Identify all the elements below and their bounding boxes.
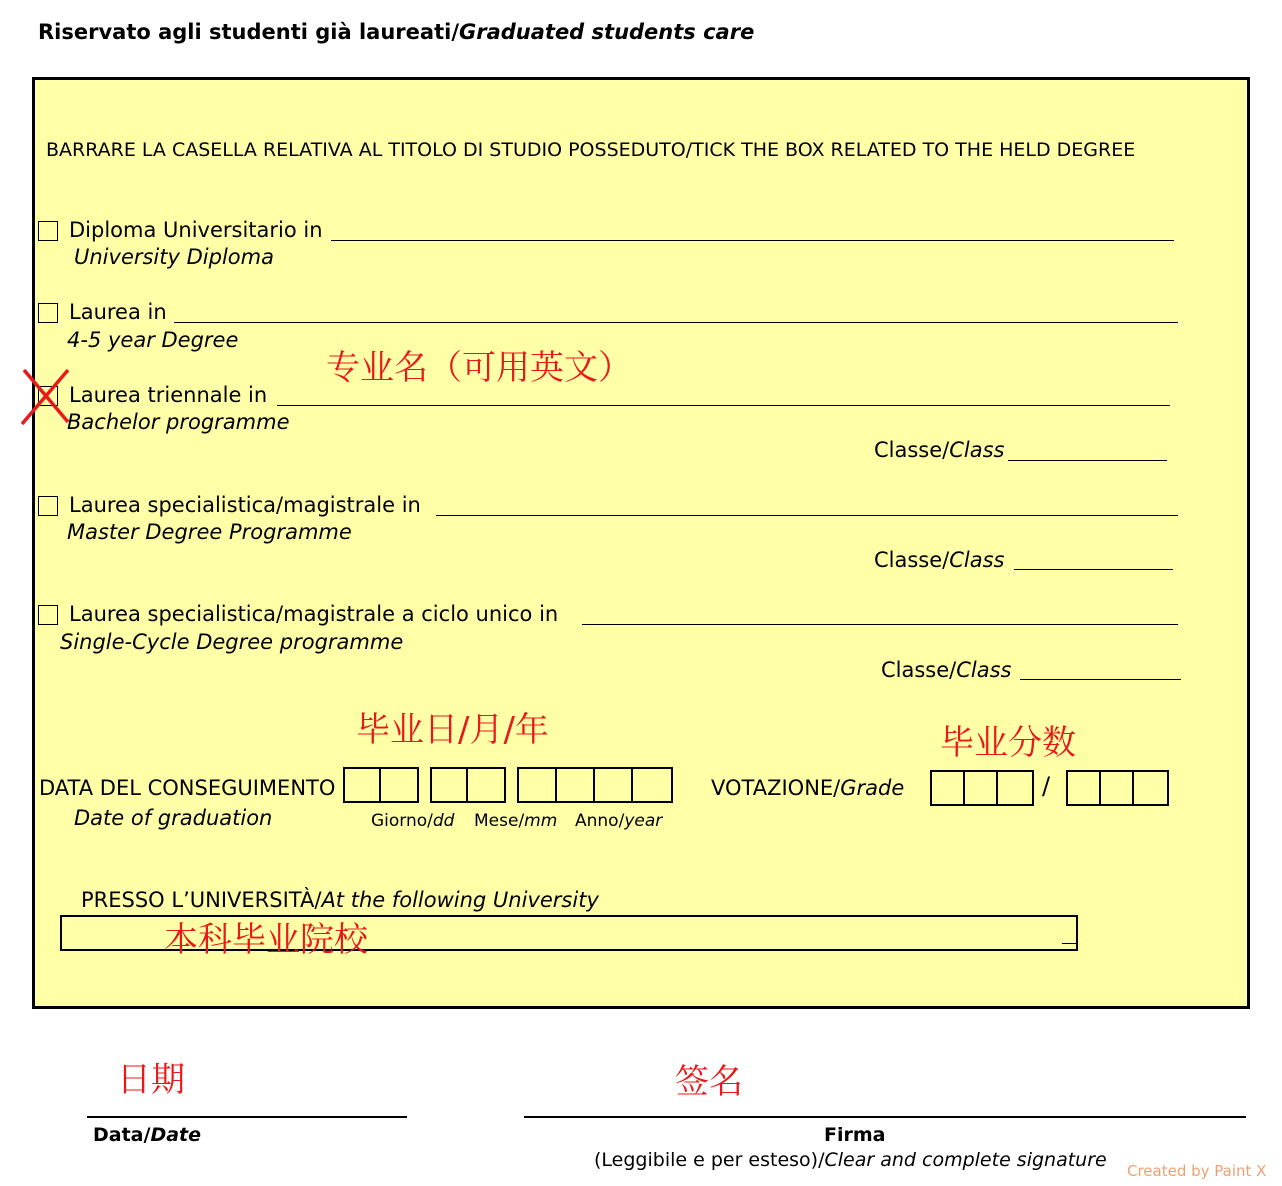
- date-label: Data/Date: [93, 1124, 201, 1146]
- checkbox-laurea-magistrale[interactable]: [38, 496, 58, 516]
- laurea-field[interactable]: [174, 322, 1178, 323]
- class-field-3[interactable]: [1020, 679, 1181, 680]
- instruction-text: BARRARE LA CASELLA RELATIVA AL TITOLO DI STUDIO POSSEDUTO/TICK THE BOX RELATED TO THE HELD DEGREE: [46, 139, 1136, 161]
- check-mark-x-icon: [18, 366, 74, 428]
- checkbox-diploma[interactable]: [38, 221, 58, 241]
- signature-line[interactable]: [524, 1116, 1246, 1118]
- date-signature-line[interactable]: [87, 1116, 407, 1118]
- annotation-grad-date: 毕业日/月/年: [356, 710, 549, 750]
- grad-date-label: DATA DEL CONSEGUIMENTO: [39, 776, 336, 800]
- grade-max-input[interactable]: [1066, 770, 1169, 806]
- class-label-text: Classe/: [874, 438, 950, 462]
- annotation-date: 日期: [117, 1060, 185, 1100]
- day-input[interactable]: [343, 767, 419, 803]
- class-label-italic: Class: [949, 548, 1005, 572]
- ciclo-unico-field[interactable]: [582, 624, 1178, 625]
- title-italic: Graduated students care: [458, 20, 755, 44]
- month-caption: Mese/mm: [474, 811, 558, 831]
- triennale-field[interactable]: [277, 405, 1170, 406]
- grade-input[interactable]: [930, 770, 1034, 806]
- class-field-2[interactable]: [1014, 569, 1173, 570]
- title-regular: Riservato agli studenti già laureati/: [38, 20, 459, 44]
- grade-label: VOTAZIONE/Grade: [711, 776, 905, 800]
- class-field-1[interactable]: [1008, 460, 1167, 461]
- option-triennale-sub: Bachelor programme: [67, 410, 290, 434]
- option-diploma-sub: University Diploma: [74, 245, 274, 269]
- option-triennale-label: Laurea triennale in: [69, 383, 268, 407]
- annotation-grade: 毕业分数: [940, 723, 1076, 763]
- option-laurea-sub: 4-5 year Degree: [67, 328, 239, 352]
- day-caption: Giorno/dd: [371, 811, 455, 831]
- university-field-cursor: [1062, 943, 1076, 944]
- checkbox-ciclo-unico[interactable]: [38, 605, 58, 625]
- university-label: PRESSO L’UNIVERSITÀ/At the following University: [81, 888, 599, 912]
- option-laurea-label: Laurea in: [69, 300, 167, 324]
- diploma-field[interactable]: [331, 240, 1174, 241]
- magistrale-field[interactable]: [436, 515, 1178, 516]
- signature-note: (Leggibile e per esteso)/Clear and complete signature: [594, 1149, 1107, 1171]
- option-ciclo-unico-label: Laurea specialistica/magistrale a ciclo unico in: [69, 602, 559, 626]
- option-magistrale-label: Laurea specialistica/magistrale in: [69, 493, 421, 517]
- annotation-signature: 签名: [675, 1062, 743, 1102]
- class-label-3: [881, 658, 1012, 682]
- year-caption: Anno/year: [575, 811, 663, 831]
- annotation-major: 专业名（可用英文）: [326, 348, 632, 388]
- month-input[interactable]: [430, 767, 506, 803]
- grad-date-sub: Date of graduation: [74, 806, 273, 830]
- class-label-1: [874, 438, 1005, 462]
- option-magistrale-sub: Master Degree Programme: [67, 520, 352, 544]
- option-diploma-label: Diploma Universitario in: [69, 218, 323, 242]
- year-input[interactable]: [517, 767, 673, 803]
- grade-separator: /: [1042, 772, 1051, 800]
- option-ciclo-unico-sub: Single-Cycle Degree programme: [60, 630, 404, 654]
- checkbox-laurea[interactable]: [38, 303, 58, 323]
- class-label-italic: Class: [956, 658, 1012, 682]
- class-label-text: Classe/: [881, 658, 957, 682]
- form-section-title: [38, 20, 754, 44]
- watermark: Created by Paint X: [1127, 1162, 1267, 1180]
- annotation-university: 本科毕业院校: [164, 920, 368, 960]
- signature-label: Firma: [824, 1124, 886, 1146]
- class-label-text: Classe/: [874, 548, 950, 572]
- class-label-2: [874, 548, 1005, 572]
- class-label-italic: Class: [949, 438, 1005, 462]
